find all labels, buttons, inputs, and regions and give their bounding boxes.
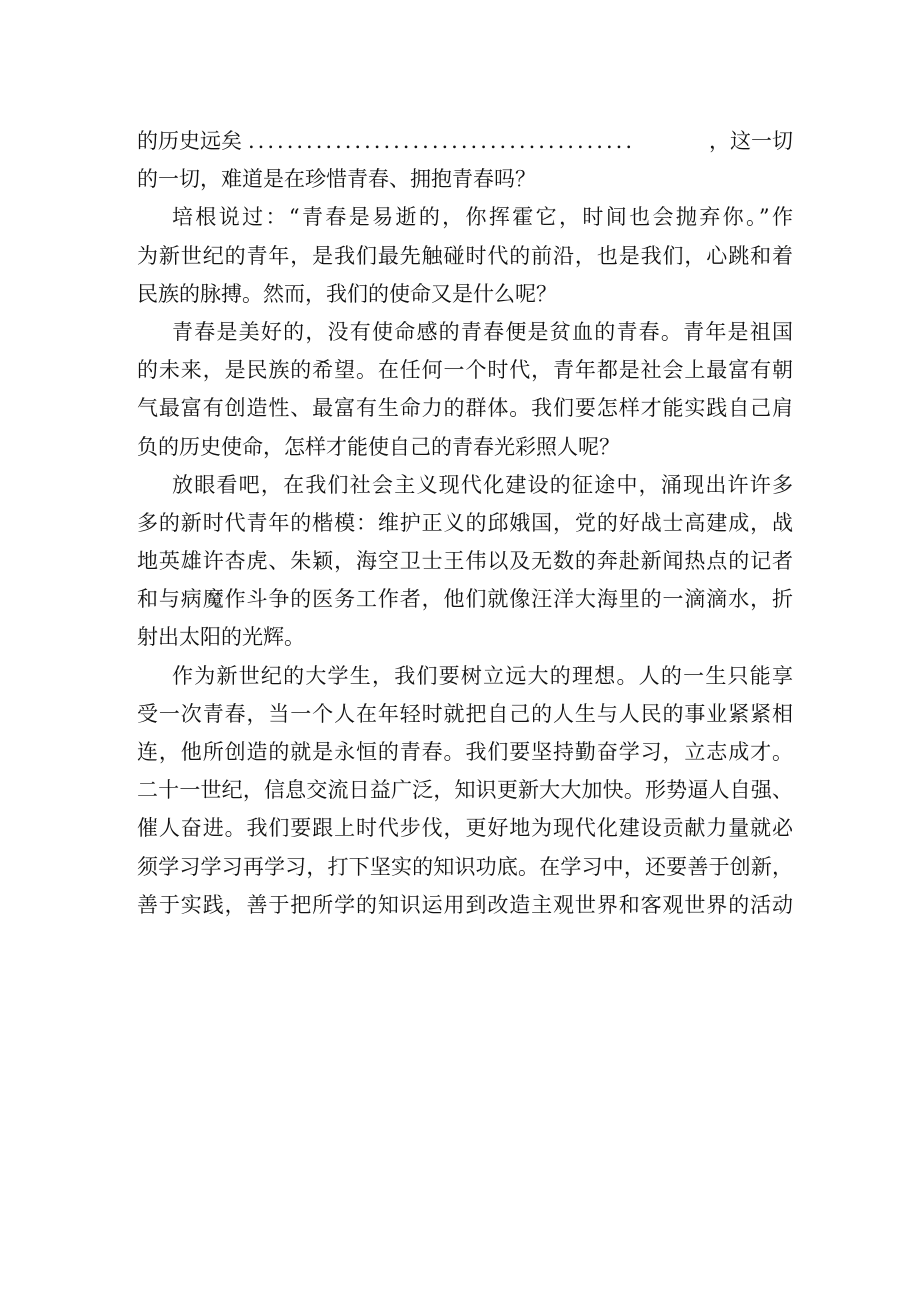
text-line: 和与病魔作斗争的医务工作者，他们就像汪洋大海里的一滴滴水，折 [137, 587, 793, 612]
text-line: 放眼看吧，在我们社会主义现代化建设的征途中，涌现出许许多 [172, 472, 793, 497]
paragraph [137, 198, 793, 313]
essay-body [137, 122, 793, 924]
ellipsis-dots: ........................................ [248, 129, 636, 153]
text-line: 的未来，是民族的希望。在任何一个时代，青年都是社会上最富有朝 [137, 358, 793, 383]
text-line: 负的历史使命，怎样才能使自己的青春光彩照人呢？ [137, 434, 620, 459]
text-line: 地英雄许杏虎、朱颖，海空卫士王伟以及无数的奔赴新闻热点的记者 [137, 549, 793, 574]
text-line: 多的新时代青年的楷模：维护正义的邱娥国，党的好战士高建成，战 [137, 510, 793, 535]
text-line: 作为新世纪的大学生，我们要树立远大的理想。人的一生只能享 [172, 663, 793, 688]
paragraph [137, 657, 793, 924]
text-line: 培根说过：“青春是易逝的，你挥霍它，时间也会抛弃你。”作 [172, 205, 793, 230]
text-line: 为新世纪的青年，是我们最先触碰时代的前沿，也是我们，心跳和着 [137, 243, 793, 268]
line-text-end: ，这一切 [709, 129, 793, 153]
text-line: 气最富有创造性、最富有生命力的群体。我们要怎样才能实践自己肩 [137, 396, 793, 421]
text-line: 民族的脉搏。然而，我们的使命又是什么呢？ [137, 281, 557, 306]
text-line: 连，他所创造的就是永恒的青春。我们要坚持勤奋学习，立志成才。 [137, 740, 793, 764]
text-line: 射出太阳的光辉。 [137, 625, 305, 650]
text-line: 受一次青春，当一个人在年轻时就把自己的人生与人民的事业紧紧相 [137, 701, 793, 726]
text-line: 的一切，难道是在珍惜青春、拥抱青春吗？ [137, 167, 536, 192]
paragraph [137, 466, 793, 657]
text-line: 青春是美好的，没有使命感的青春便是贫血的青春。青年是祖国 [172, 319, 793, 344]
line-text-start: 的历史远矣 [137, 129, 242, 153]
text-line: 须学习学习再学习，打下坚实的知识功底。在学习中，还要善于创新， [137, 854, 793, 879]
text-line: 二十一世纪，信息交流日益广泛，知识更新大大加快。形势逼人自强、 [137, 778, 793, 803]
text-line: 催人奋进。我们要跟上时代步伐，更好地为现代化建设贡献力量就必 [137, 816, 793, 841]
text-line [137, 122, 793, 160]
paragraph [137, 122, 793, 198]
text-line: 善于实践，善于把所学的知识运用到改造主观世界和客观世界的活动 [137, 892, 793, 917]
paragraph [137, 313, 793, 466]
